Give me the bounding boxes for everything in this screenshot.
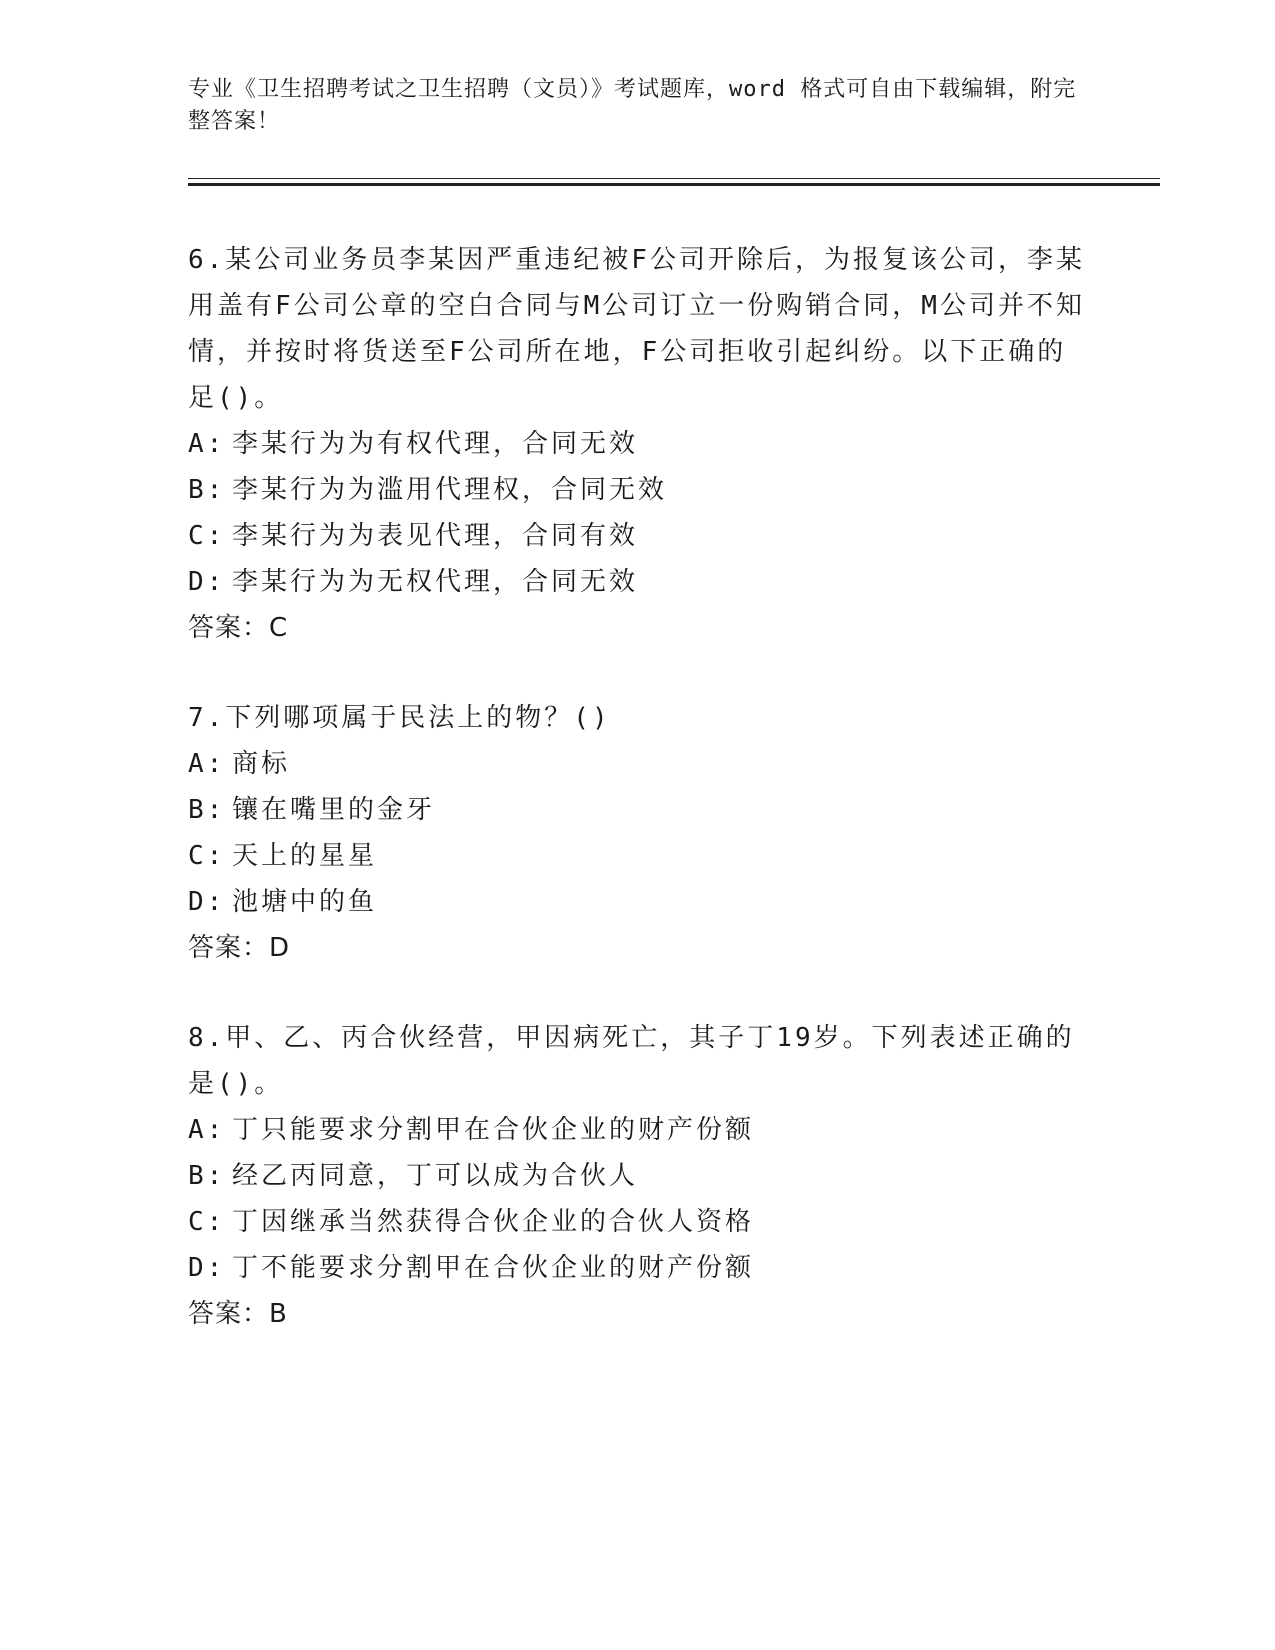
question-stem: 8.甲、乙、丙合伙经营，甲因病死亡，其子丁19岁。下列表述正确的是()。 xyxy=(188,1023,1075,1099)
option-text: 池塘中的鱼 xyxy=(232,887,378,917)
option-text: 丁只能要求分割甲在合伙企业的财产份额 xyxy=(232,1115,755,1145)
option-b xyxy=(188,1153,1088,1199)
option-text: 李某行为为有权代理，合同无效 xyxy=(232,429,639,459)
question-stem: 7.下列哪项属于民法上的物？() xyxy=(188,703,611,733)
option-key: A: xyxy=(188,429,226,459)
option-key: D: xyxy=(188,1253,226,1283)
option-a xyxy=(188,1107,1088,1153)
question-8 xyxy=(188,1015,1088,1337)
option-c xyxy=(188,833,1088,879)
answer-line: 答案：C xyxy=(188,613,289,643)
question-stem: 6.某公司业务员李某因严重违纪被F公司开除后，为报复该公司，李某用盖有F公司公章的空白合同与M公司订立一份购销合同，M公司并不知情，并按时将货送至F公司所在地，F公司拒收引起纠纷。以下正确的足()。 xyxy=(188,245,1085,413)
header-text: 专业《卫生招聘考试之卫生招聘（文员）》考试题库，word 格式可自由下载编辑，附完整答案！ xyxy=(188,77,1077,134)
header-divider-thick xyxy=(188,183,1160,186)
question-7 xyxy=(188,695,1088,971)
option-key: C: xyxy=(188,1207,226,1237)
option-key: D: xyxy=(188,887,226,917)
option-a xyxy=(188,741,1088,787)
header-divider-thin xyxy=(188,178,1160,179)
option-d xyxy=(188,559,1088,605)
option-text: 商标 xyxy=(232,749,291,779)
option-key: D: xyxy=(188,567,226,597)
option-text: 李某行为为滥用代理权，合同无效 xyxy=(232,475,668,505)
option-b xyxy=(188,467,1088,513)
option-b xyxy=(188,787,1088,833)
option-text: 经乙丙同意，丁可以成为合伙人 xyxy=(232,1161,639,1191)
answer-line: 答案：D xyxy=(188,933,291,963)
option-text: 丁因继承当然获得合伙企业的合伙人资格 xyxy=(232,1207,755,1237)
option-d xyxy=(188,879,1088,925)
option-key: C: xyxy=(188,521,226,551)
option-key: B: xyxy=(188,1161,226,1191)
option-text: 李某行为为无权代理，合同无效 xyxy=(232,567,639,597)
option-key: B: xyxy=(188,795,226,825)
option-key: B: xyxy=(188,475,226,505)
option-text: 天上的星星 xyxy=(232,841,378,871)
answer-line: 答案：B xyxy=(188,1299,288,1329)
question-6 xyxy=(188,237,1088,651)
option-c xyxy=(188,513,1088,559)
document-header xyxy=(188,74,1088,138)
option-text: 李某行为为表见代理，合同有效 xyxy=(232,521,639,551)
option-key: A: xyxy=(188,749,226,779)
question-list xyxy=(188,237,1088,1381)
option-a xyxy=(188,421,1088,467)
option-key: A: xyxy=(188,1115,226,1145)
option-text: 镶在嘴里的金牙 xyxy=(232,795,436,825)
option-c xyxy=(188,1199,1088,1245)
option-d xyxy=(188,1245,1088,1291)
option-key: C: xyxy=(188,841,226,871)
option-text: 丁不能要求分割甲在合伙企业的财产份额 xyxy=(232,1253,755,1283)
